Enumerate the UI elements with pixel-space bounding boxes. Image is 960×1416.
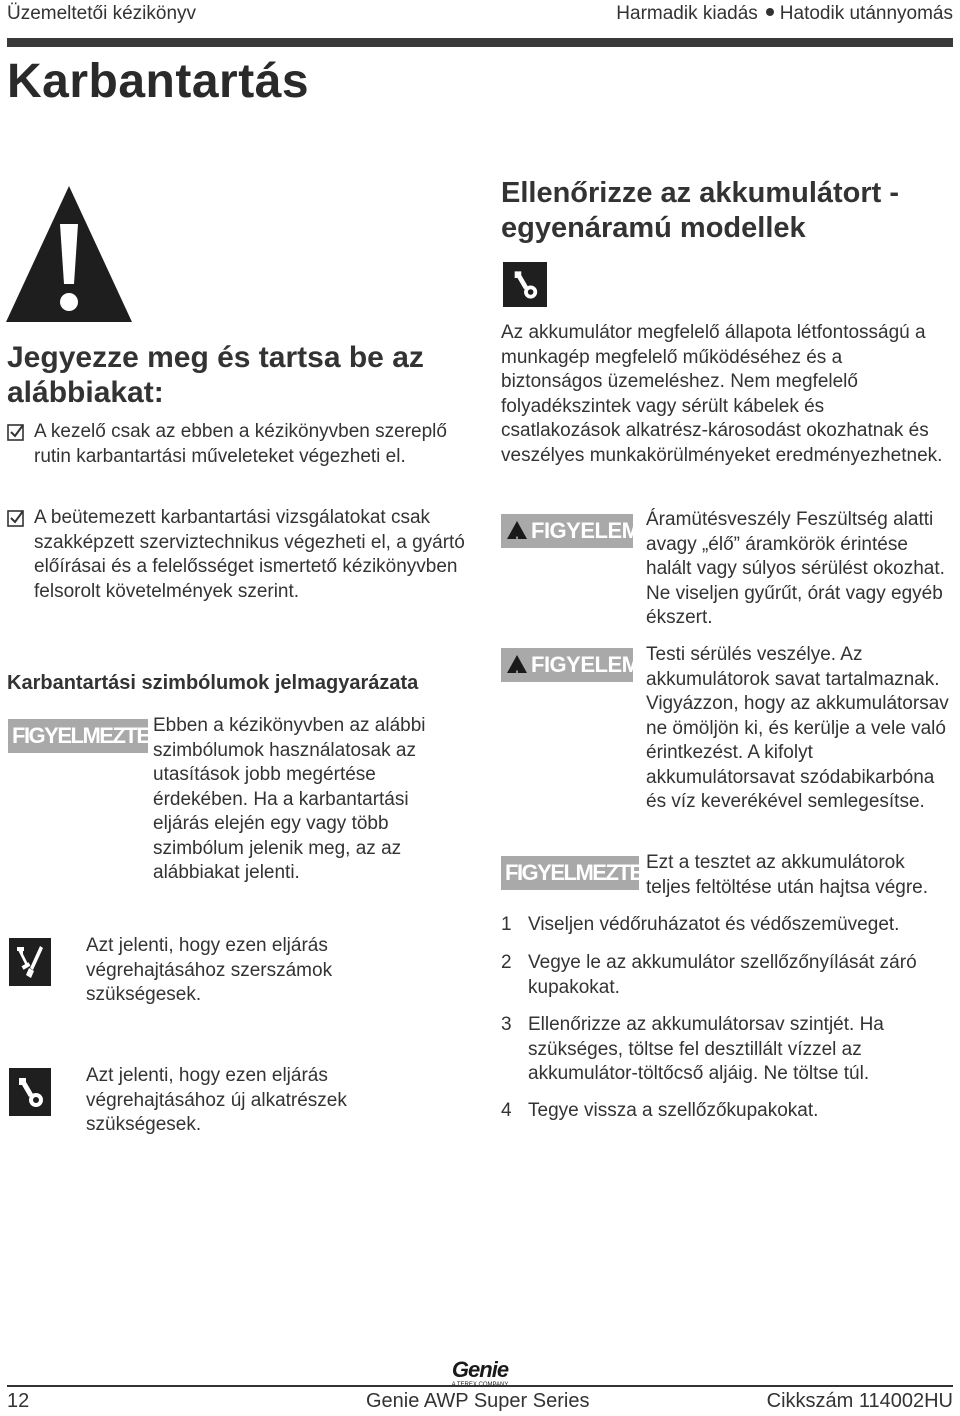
genie-logo-icon: [444, 1358, 516, 1388]
page-number: 12: [7, 1390, 30, 1412]
checkbox-checked-icon: [7, 510, 24, 527]
procedure-step: [501, 951, 951, 1001]
header-manual-title: Üzemeltetői kézikönyv: [7, 3, 197, 24]
step-text: Ellenőrizze az akkumulátorsav szintjét. Ha szükséges, töltse fel desztillált vízzel az akkumulátor-töltőcső aljáig. Ne töltse túl.: [528, 1014, 884, 1084]
header-edition: [616, 3, 953, 25]
notice-item: [7, 420, 477, 469]
edition-text: Harmadik kiadás: [616, 3, 758, 24]
warning-triangle-icon: [507, 655, 527, 673]
legend-title: Karbantartási szimbólumok jelmagyarázata: [7, 672, 419, 694]
section-intro: Az akkumulátor megfelelő állapota létfontosságú a munkagép megfelelő működéséhez és a biztonságos üzemeléshez. Nem megfelelő folyadékszintek vagy sérült kábelek és csatlakozások alkatrész-károsodást okozhatnak és veszélyes munkakörülményeket eredményezhetnek.: [501, 322, 943, 466]
legend-intro: Ebben a kézikönyvben az alábbi szimbólumok használatosak az utasítások jobb megértése érdekében. Ha a karbantartási eljárás elején egy vagy több szimbólum jelenik meg, az az alábbiakat jelenti.: [153, 715, 426, 883]
parts-required-icon: [9, 1068, 51, 1116]
caution-text: Ezt a tesztet az akkumulátorok teljes feltöltése után hajtsa végre.: [646, 852, 929, 898]
caution-badge: FIGYELMEZTETÉS: [501, 856, 639, 890]
procedure-step: [501, 1013, 951, 1088]
parts-required-icon: [503, 262, 547, 307]
notice-title: Jegyezze meg és tartsa be az alábbiakat:: [7, 341, 424, 409]
notice-item-text: A kezelő csak az ebben a kézikönyvben szereplő rutin karbantartási műveleteket végezheti el.: [34, 421, 447, 467]
notice-item: [7, 506, 477, 604]
tools-required-icon: [9, 938, 51, 986]
footer-rule: [7, 1385, 953, 1387]
section-title: Ellenőrizze az akkumulátort - egyenáramú modellek: [501, 177, 900, 244]
warning-badge: [501, 514, 640, 548]
page-title: Karbantartás: [7, 55, 310, 108]
warning-badge-label: FIGYELEM: [531, 518, 640, 543]
procedure-step: [501, 1099, 951, 1124]
step-number: 2: [501, 952, 512, 973]
electrocution-warning-text: Áramütésveszély Feszültség alatti avagy „élő” áramkörök érintése halált vagy súlyos sérülést okozhat. Ne viseljen gyűrűt, órát vagy egyéb ékszert.: [646, 509, 945, 628]
svg-text:Genie: Genie: [451, 1357, 509, 1382]
warning-triangle-icon: [4, 184, 134, 324]
notice-item-text: A beütemezett karbantartási vizsgálatokat csak szakképzett szerviztechnikus végezheti el, a gyártó előírásai és a felelősséget ismertető kézikönyvben felsorolt követelmények szerint.: [34, 507, 465, 602]
footer-part-number: Cikkszám 114002HU: [766, 1390, 953, 1412]
step-text: Viseljen védőruházatot és védőszemüveget.: [528, 914, 900, 935]
procedure-step: [501, 913, 951, 938]
footer-series: Genie AWP Super Series: [366, 1390, 590, 1412]
header-rule: [7, 38, 953, 47]
caution-badge: FIGYELMEZTETÉS: [8, 719, 148, 753]
printing-text: Hatodik utánnyomás: [779, 3, 953, 24]
parts-legend-text: Azt jelenti, hogy ezen eljárás végrehajtásához új alkatrészek szükségesek.: [86, 1065, 347, 1135]
step-text: Vegye le az akkumulátor szellőzőnyílását záró kupakokat.: [528, 952, 917, 998]
step-number: 1: [501, 914, 512, 935]
acid-warning-text: Testi sérülés veszélye. Az akkumulátorok savat tartalmaznak. Vigyázzon, hogy az akkumulátorsav ne ömöljön ki, és kerülje a vele való érintkezést. A kifolyt akkumulátorsavat szódabikarbóna és víz keverékével semlegesítse.: [646, 644, 949, 812]
warning-badge: [501, 648, 640, 682]
bullet-icon: [766, 8, 774, 16]
warning-badge-label: FIGYELEM: [531, 652, 640, 677]
step-number: 4: [501, 1100, 512, 1121]
warning-triangle-icon: [507, 521, 527, 539]
tools-legend-text: Azt jelenti, hogy ezen eljárás végrehajtásához szerszámok szükségesek.: [86, 935, 333, 1005]
step-number: 3: [501, 1014, 512, 1035]
checkbox-checked-icon: [7, 424, 24, 441]
step-text: Tegye vissza a szellőzőkupakokat.: [528, 1100, 819, 1121]
